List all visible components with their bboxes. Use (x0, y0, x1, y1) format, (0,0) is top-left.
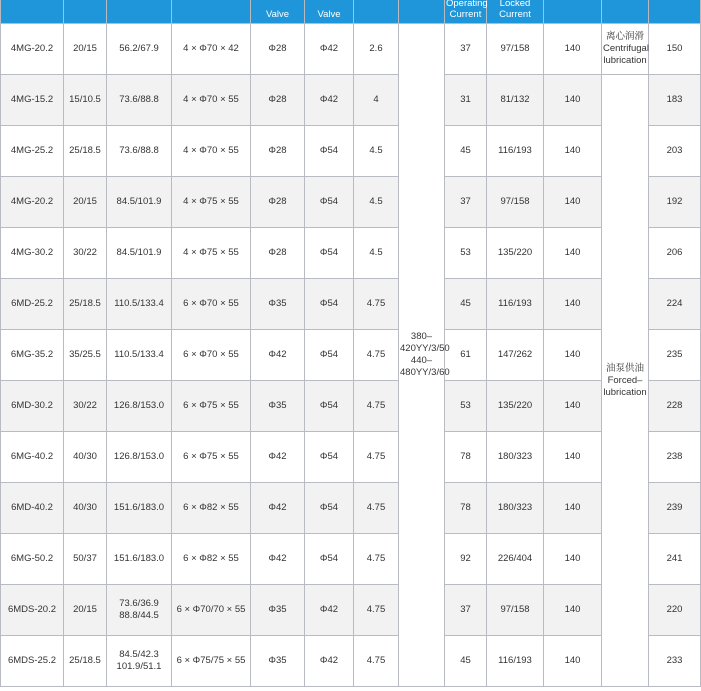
header-locked-current-line2: Current (499, 9, 531, 20)
temp-cell: 140 (544, 75, 602, 126)
locked-current-cell: 116/193 (487, 279, 544, 330)
temp-cell: 140 (544, 177, 602, 228)
model-cell: 6MG-40.2 (1, 432, 64, 483)
header-locked-current (487, 0, 544, 24)
operating-current-cell: 78 (445, 432, 487, 483)
table-row (1, 636, 701, 687)
temp-cell: 140 (544, 126, 602, 177)
table-row (1, 585, 701, 636)
header-locked-current-line1: Locked (499, 0, 531, 9)
power-cell: 30/22 (64, 381, 107, 432)
header-weight (649, 0, 701, 24)
discharge-valve-cell: Φ42 (305, 636, 354, 687)
oil-cell: 4.75 (354, 585, 399, 636)
suction-valve-cell: Φ42 (251, 330, 305, 381)
temp-cell: 140 (544, 330, 602, 381)
lubrication-forced-en2: lubrication (603, 386, 647, 398)
model-cell: 4MG-15.2 (1, 75, 64, 126)
suction-valve-cell: Φ35 (251, 381, 305, 432)
temp-cell: 140 (544, 585, 602, 636)
displacement-cell (107, 585, 172, 636)
displacement-line2: 101.9/51.1 (116, 661, 162, 672)
cylinder-cell: 6 × Φ70 × 55 (172, 330, 251, 381)
weight-cell: 224 (649, 279, 701, 330)
oil-cell: 4.75 (354, 279, 399, 330)
cylinder-cell: 6 × Φ70 × 55 (172, 279, 251, 330)
lubrication-forced-cell (602, 75, 649, 687)
table-row (1, 75, 701, 126)
locked-current-cell: 97/158 (487, 24, 544, 75)
power-cell: 50/37 (64, 534, 107, 585)
temp-cell: 140 (544, 228, 602, 279)
operating-current-cell: 45 (445, 279, 487, 330)
temp-cell: 140 (544, 24, 602, 75)
weight-cell: 206 (649, 228, 701, 279)
cylinder-cell: 6 × Φ75 × 55 (172, 381, 251, 432)
power-supply-line4: 480YY/3/60 (400, 367, 450, 378)
oil-cell: 4.75 (354, 483, 399, 534)
header-oil (354, 0, 399, 24)
model-cell: 6MD-40.2 (1, 483, 64, 534)
power-supply-line2: 420YY/3/50 (400, 343, 450, 354)
model-cell: 6MD-25.2 (1, 279, 64, 330)
oil-cell: 2.6 (354, 24, 399, 75)
lubrication-forced-en1: Forced– (607, 374, 643, 386)
operating-current-cell: 37 (445, 177, 487, 228)
discharge-valve-cell: Φ42 (305, 24, 354, 75)
header-operating-current-line1: Operating (446, 0, 488, 9)
discharge-valve-cell: Φ54 (305, 279, 354, 330)
table-row (1, 432, 701, 483)
header-suction-valve: Valve (251, 0, 305, 24)
discharge-valve-cell: Φ54 (305, 228, 354, 279)
model-cell: 4MG-20.2 (1, 177, 64, 228)
cylinder-cell: 4 × Φ70 × 42 (172, 24, 251, 75)
discharge-valve-cell: Φ42 (305, 75, 354, 126)
weight-cell: 233 (649, 636, 701, 687)
locked-current-cell: 135/220 (487, 228, 544, 279)
temp-cell: 140 (544, 534, 602, 585)
lubrication-centrifugal-en2: lubrication (603, 55, 647, 66)
discharge-valve-cell: Φ54 (305, 432, 354, 483)
discharge-valve-cell: Φ54 (305, 330, 354, 381)
oil-cell: 4.5 (354, 177, 399, 228)
displacement-cell: 126.8/153.0 (107, 432, 172, 483)
power-cell: 25/18.5 (64, 126, 107, 177)
discharge-valve-cell: Φ54 (305, 483, 354, 534)
cylinder-cell: 4 × Φ75 × 55 (172, 177, 251, 228)
weight-cell: 150 (649, 24, 701, 75)
displacement-cell (107, 636, 172, 687)
temp-cell: 140 (544, 279, 602, 330)
cylinder-cell: 6 × Φ70/70 × 55 (172, 585, 251, 636)
locked-current-cell: 180/323 (487, 483, 544, 534)
cylinder-cell: 6 × Φ82 × 55 (172, 534, 251, 585)
power-cell: 40/30 (64, 432, 107, 483)
header-model (1, 0, 64, 24)
displacement-cell: 84.5/101.9 (107, 177, 172, 228)
displacement-cell: 110.5/133.4 (107, 279, 172, 330)
locked-current-cell: 147/262 (487, 330, 544, 381)
operating-current-cell: 53 (445, 228, 487, 279)
table-row (1, 126, 701, 177)
table-row (1, 24, 701, 75)
header-operating-current-line2: Current (449, 9, 482, 20)
power-cell: 20/15 (64, 585, 107, 636)
suction-valve-cell: Φ35 (251, 585, 305, 636)
oil-cell: 4.5 (354, 126, 399, 177)
locked-current-cell: 97/158 (487, 585, 544, 636)
model-cell: 4MG-30.2 (1, 228, 64, 279)
operating-current-cell: 45 (445, 126, 487, 177)
discharge-valve-cell: Φ54 (305, 534, 354, 585)
oil-cell: 4.75 (354, 432, 399, 483)
power-cell: 20/15 (64, 24, 107, 75)
cylinder-cell: 4 × Φ70 × 55 (172, 126, 251, 177)
header-temp (544, 0, 602, 24)
cylinder-cell: 4 × Φ70 × 55 (172, 75, 251, 126)
temp-cell: 140 (544, 432, 602, 483)
power-cell: 25/18.5 (64, 636, 107, 687)
locked-current-cell: 180/323 (487, 432, 544, 483)
table-row (1, 534, 701, 585)
oil-cell: 4.75 (354, 636, 399, 687)
model-cell: 4MG-20.2 (1, 24, 64, 75)
temp-cell: 140 (544, 483, 602, 534)
displacement-cell: 110.5/133.4 (107, 330, 172, 381)
power-cell: 25/18.5 (64, 279, 107, 330)
discharge-valve-cell: Φ54 (305, 177, 354, 228)
displacement-cell: 73.6/88.8 (107, 126, 172, 177)
displacement-cell: 151.6/183.0 (107, 534, 172, 585)
suction-valve-cell: Φ35 (251, 636, 305, 687)
power-supply-line3: 440– (410, 355, 433, 366)
oil-cell: 4.5 (354, 228, 399, 279)
weight-cell: 228 (649, 381, 701, 432)
locked-current-cell: 226/404 (487, 534, 544, 585)
model-cell: 4MG-25.2 (1, 126, 64, 177)
discharge-valve-cell: Φ42 (305, 585, 354, 636)
operating-current-cell: 92 (445, 534, 487, 585)
table-row (1, 228, 701, 279)
header-cylinder (172, 0, 251, 24)
oil-cell: 4.75 (354, 534, 399, 585)
model-cell: 6MD-30.2 (1, 381, 64, 432)
lubrication-forced-cn: 油泵供油 (605, 362, 644, 374)
displacement-cell: 151.6/183.0 (107, 483, 172, 534)
operating-current-cell: 45 (445, 636, 487, 687)
header-operating-current (445, 0, 487, 24)
table-row (1, 381, 701, 432)
suction-valve-cell: Φ35 (251, 279, 305, 330)
discharge-valve-cell: Φ54 (305, 381, 354, 432)
lubrication-centrifugal-cell (602, 24, 649, 75)
cylinder-cell: 6 × Φ75 × 55 (172, 432, 251, 483)
discharge-valve-cell: Φ54 (305, 126, 354, 177)
displacement-cell: 56.2/67.9 (107, 24, 172, 75)
suction-valve-cell: Φ28 (251, 126, 305, 177)
operating-current-cell: 78 (445, 483, 487, 534)
power-cell: 20/15 (64, 177, 107, 228)
table-row (1, 177, 701, 228)
table-row (1, 279, 701, 330)
displacement-cell: 126.8/153.0 (107, 381, 172, 432)
operating-current-cell: 37 (445, 24, 487, 75)
operating-current-cell: 31 (445, 75, 487, 126)
model-cell: 6MG-35.2 (1, 330, 64, 381)
weight-cell: 241 (649, 534, 701, 585)
displacement-line1: 84.5/42.3 (119, 649, 159, 660)
locked-current-cell: 135/220 (487, 381, 544, 432)
oil-cell: 4.75 (354, 330, 399, 381)
locked-current-cell: 116/193 (487, 636, 544, 687)
header-row (1, 0, 701, 24)
weight-cell: 239 (649, 483, 701, 534)
power-cell: 30/22 (64, 228, 107, 279)
weight-cell: 203 (649, 126, 701, 177)
weight-cell: 238 (649, 432, 701, 483)
cylinder-cell: 6 × Φ82 × 55 (172, 483, 251, 534)
operating-current-cell: 53 (445, 381, 487, 432)
locked-current-cell: 97/158 (487, 177, 544, 228)
power-supply-cell (399, 24, 450, 687)
weight-cell: 220 (649, 585, 701, 636)
displacement-cell: 73.6/88.8 (107, 75, 172, 126)
model-cell: 6MG-50.2 (1, 534, 64, 585)
header-displacement (107, 0, 172, 24)
cylinder-cell: 4 × Φ75 × 55 (172, 228, 251, 279)
temp-cell: 140 (544, 636, 602, 687)
lubrication-centrifugal-cn: 离心润滑 (605, 31, 644, 42)
lubrication-centrifugal-en1: Centrifugal (603, 43, 649, 54)
locked-current-cell: 81/132 (487, 75, 544, 126)
model-cell: 6MDS-25.2 (1, 636, 64, 687)
power-cell: 15/10.5 (64, 75, 107, 126)
suction-valve-cell: Φ28 (251, 177, 305, 228)
operating-current-cell: 37 (445, 585, 487, 636)
weight-cell: 235 (649, 330, 701, 381)
displacement-cell: 84.5/101.9 (107, 228, 172, 279)
weight-cell: 192 (649, 177, 701, 228)
power-cell: 35/25.5 (64, 330, 107, 381)
locked-current-cell: 116/193 (487, 126, 544, 177)
displacement-line2: 88.8/44.5 (119, 610, 159, 621)
weight-cell: 183 (649, 75, 701, 126)
power-cell: 40/30 (64, 483, 107, 534)
table-row (1, 483, 701, 534)
displacement-line1: 73.6/36.9 (119, 598, 159, 609)
power-supply-line1: 380– (410, 331, 433, 342)
header-discharge-valve: Valve (305, 0, 354, 24)
header-power (64, 0, 107, 24)
temp-cell: 140 (544, 381, 602, 432)
model-cell: 6MDS-20.2 (1, 585, 64, 636)
cylinder-cell: 6 × Φ75/75 × 55 (172, 636, 251, 687)
table-row (1, 330, 701, 381)
header-lubrication (602, 0, 649, 24)
oil-cell: 4 (354, 75, 399, 126)
suction-valve-cell: Φ28 (251, 75, 305, 126)
oil-cell: 4.75 (354, 381, 399, 432)
header-power-supply (399, 0, 445, 24)
suction-valve-cell: Φ42 (251, 534, 305, 585)
suction-valve-cell: Φ28 (251, 24, 305, 75)
suction-valve-cell: Φ28 (251, 228, 305, 279)
suction-valve-cell: Φ42 (251, 432, 305, 483)
suction-valve-cell: Φ42 (251, 483, 305, 534)
operating-current-cell: 61 (445, 330, 487, 381)
